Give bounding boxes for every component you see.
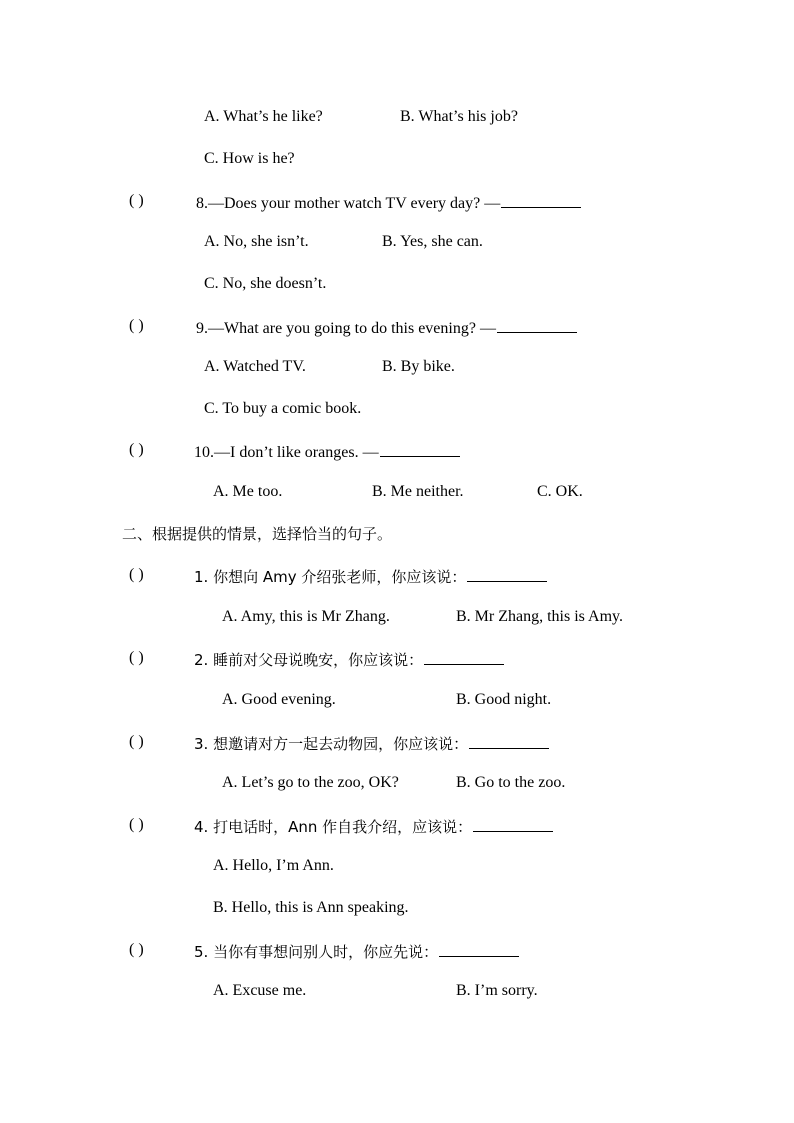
- q10-stem-text: 10.—I don’t like oranges. —: [194, 444, 379, 461]
- s2-item2-stem: [194, 648, 504, 670]
- q9-option-a: A. Watched TV.: [204, 358, 306, 375]
- q8-option-b: B. Yes, she can.: [382, 233, 483, 250]
- s2-item1-stem: [194, 565, 547, 587]
- s2-item2-answer-blank[interactable]: [424, 648, 504, 665]
- s2-item4-answer-blank[interactable]: [473, 815, 553, 832]
- q9-answer-blank[interactable]: [497, 316, 577, 333]
- section2-heading: 二、根据提供的情景，选择恰当的句子。: [122, 525, 393, 543]
- q9-option-b: B. By bike.: [382, 358, 455, 375]
- q7-option-c: C. How is he?: [204, 150, 295, 167]
- s2-item1-answer-parens[interactable]: ( ): [129, 566, 144, 583]
- q9-option-c: C. To buy a comic book.: [204, 400, 362, 417]
- s2-item3-answer-parens[interactable]: ( ): [129, 733, 144, 750]
- s2-item5-option-b: B. I’m sorry.: [456, 982, 538, 999]
- q9-stem: [196, 316, 577, 339]
- q9-stem-text: 9.—What are you going to do this evening? —: [196, 320, 496, 337]
- s2-item2-stem-text: 2. 睡前对父母说晚安，你应该说：: [194, 651, 424, 669]
- s2-item3-stem-text: 3. 想邀请对方一起去动物园，你应该说：: [194, 735, 469, 753]
- q9-answer-parens[interactable]: ( ): [129, 317, 144, 334]
- q10-answer-blank[interactable]: [380, 440, 460, 457]
- q7-option-a: A. What’s he like?: [204, 108, 323, 125]
- s2-item1-answer-blank[interactable]: [467, 565, 547, 582]
- q10-option-c: C. OK.: [537, 483, 583, 500]
- q8-option-a: A. No, she isn’t.: [204, 233, 309, 250]
- s2-item3-stem: [194, 732, 549, 754]
- s2-item3-answer-blank[interactable]: [469, 732, 549, 749]
- s2-item2-option-b: B. Good night.: [456, 691, 552, 708]
- s2-item4-option-b: B. Hello, this is Ann speaking.: [213, 899, 409, 916]
- s2-item2-answer-parens[interactable]: ( ): [129, 649, 144, 666]
- s2-item3-option-a: A. Let’s go to the zoo, OK?: [222, 774, 399, 791]
- s2-item5-stem: [194, 940, 519, 962]
- s2-item5-answer-parens[interactable]: ( ): [129, 941, 144, 958]
- q10-answer-parens[interactable]: ( ): [129, 441, 144, 458]
- q10-stem: [194, 440, 460, 463]
- s2-item4-stem-text: 4. 打电话时，Ann 作自我介绍，应该说：: [194, 818, 473, 836]
- q8-stem: [196, 191, 581, 214]
- q10-option-a: A. Me too.: [213, 483, 283, 500]
- q8-answer-parens[interactable]: ( ): [129, 192, 144, 209]
- s2-item1-option-b: B. Mr Zhang, this is Amy.: [456, 608, 623, 625]
- s2-item2-option-a: A. Good evening.: [222, 691, 336, 708]
- s2-item5-answer-blank[interactable]: [439, 940, 519, 957]
- s2-item5-option-a: A. Excuse me.: [213, 982, 307, 999]
- q8-answer-blank[interactable]: [501, 191, 581, 208]
- s2-item1-option-a: A. Amy, this is Mr Zhang.: [222, 608, 390, 625]
- q10-option-b: B. Me neither.: [372, 483, 464, 500]
- s2-item4-answer-parens[interactable]: ( ): [129, 816, 144, 833]
- s2-item4-stem: [194, 815, 553, 837]
- q7-option-b: B. What’s his job?: [400, 108, 518, 125]
- s2-item5-stem-text: 5. 当你有事想问别人时，你应先说：: [194, 943, 439, 961]
- q8-option-c: C. No, she doesn’t.: [204, 275, 327, 292]
- s2-item1-stem-text: 1. 你想向 Amy 介绍张老师，你应该说：: [194, 568, 467, 586]
- q8-stem-text: 8.—Does your mother watch TV every day? —: [196, 195, 501, 212]
- s2-item4-option-a: A. Hello, I’m Ann.: [213, 857, 334, 874]
- s2-item3-option-b: B. Go to the zoo.: [456, 774, 566, 791]
